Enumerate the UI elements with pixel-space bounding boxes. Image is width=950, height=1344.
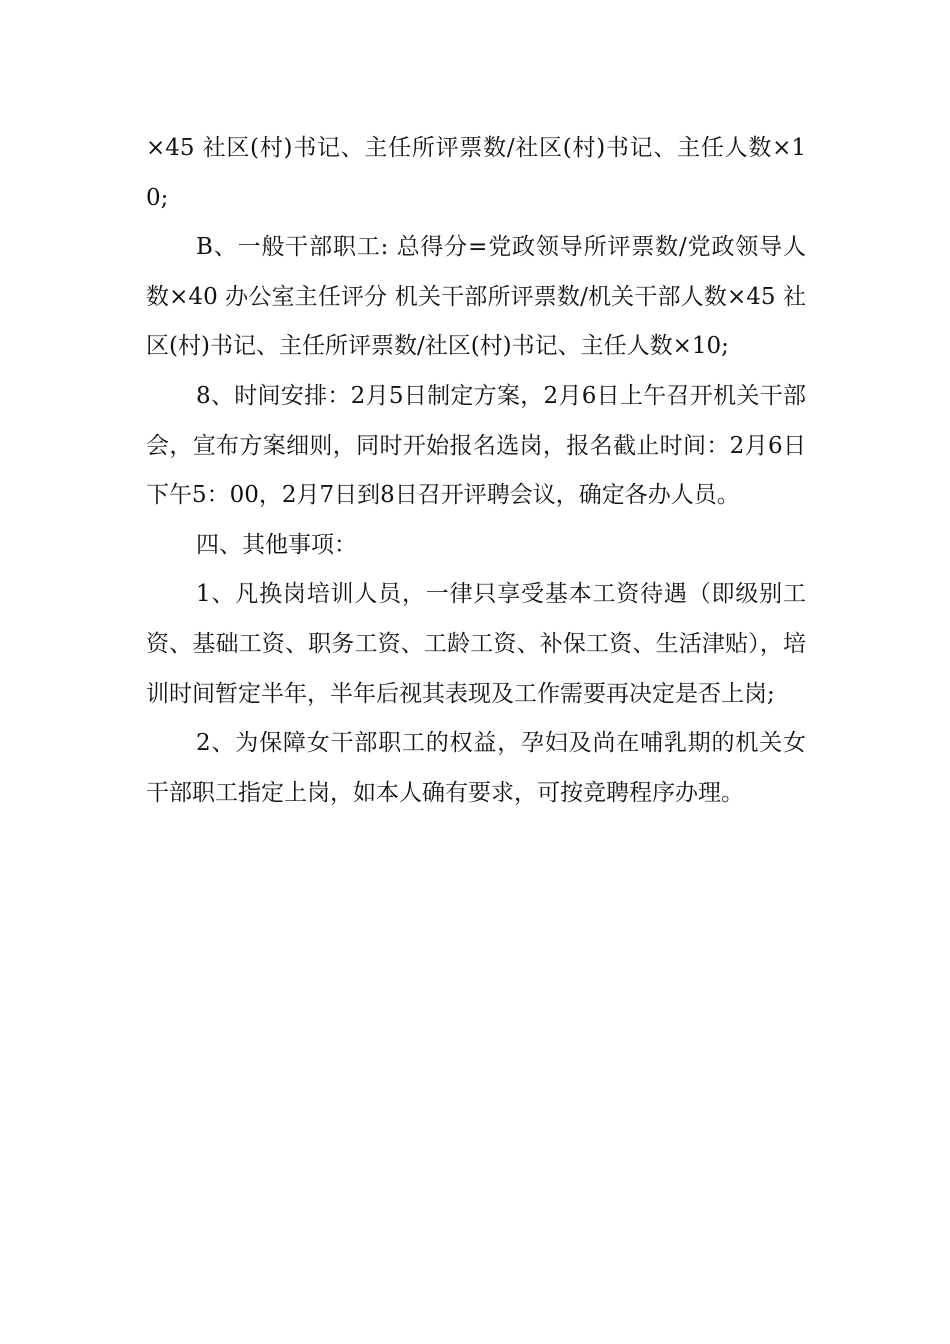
paragraph-schedule: 8、时间安排：2月5日制定方案，2月6日上午召开机关干部会，宣布方案细则，同时开始报名选岗，报名截止时间：2月6日下午5：00，2月7日到8日召开评聘会议，确定各办人员。: [146, 382, 806, 509]
paragraph-female-staff-rights: 2、为保障女干部职工的权益，孕妇及尚在哺乳期的机关女干部职工指定上岗，如本人确有要求，可按竞聘程序办理。: [146, 730, 806, 806]
section-heading-other-matters: 四、其他事项：: [196, 531, 357, 558]
paragraph-formula-continuation: ×45 社区(村)书记、主任所评票数/社区(村)书记、主任人数×10;: [146, 135, 806, 211]
document-body: [146, 124, 806, 818]
paragraph-training-salary: 1、凡换岗培训人员，一律只享受基本工资待遇（即级别工资、基础工资、职务工资、工龄工资、补保工资、生活津贴），培训时间暂定半年，半年后视其表现及工作需要再决定是否上岗;: [146, 581, 806, 707]
paragraph-general-staff-scoring: B、一般干部职工: 总得分=党政领导所评票数/党政领导人数×40 办公室主任评分 机关干部所评票数/机关干部人数×45 社区(村)书记、主任所评票数/社区(村)书记、主任人数×10;: [146, 234, 806, 360]
